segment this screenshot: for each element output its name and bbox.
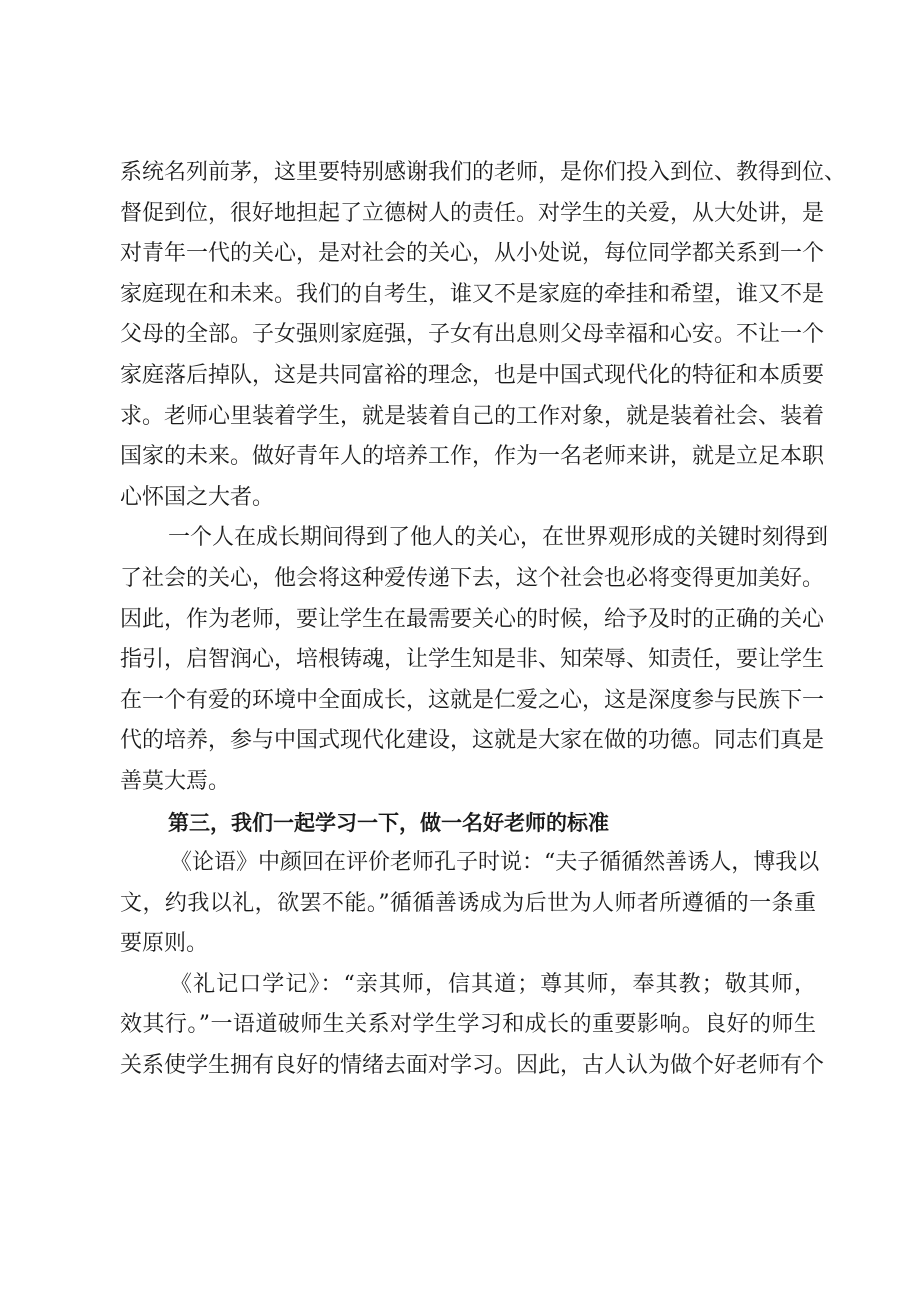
text-line: 因此，作为老师，要让学生在最需要关心的时候，给予及时的正确的关心	[120, 606, 825, 632]
text-line: 国家的未来。做好青年人的培养工作，作为一名老师来讲，就是立足本职	[120, 444, 825, 470]
text-line: 一个人在成长期间得到了他人的关心，在世界观形成的关键时刻得到	[168, 525, 829, 551]
text-line: 父母的全部。子女强则家庭强，子女有出息则父母幸福和心安。不让一个	[120, 322, 825, 348]
text-line: 《论语》中颜回在评价老师孔子时说：“夫子循循然善诱人，博我以	[170, 850, 820, 876]
text-line: 督促到位，很好地担起了立德树人的责任。对学生的关爱，从大处讲，是	[120, 200, 825, 226]
text-line: 心怀国之大者。	[120, 484, 275, 510]
document-body	[120, 153, 847, 1087]
text-line: 效其行。”一语道破师生关系对学生学习和成长的重要影响。良好的师生	[120, 1012, 816, 1038]
paragraph-2	[120, 518, 829, 802]
paragraph-3	[120, 843, 820, 965]
text-line: 对青年一代的关心，是对社会的关心，从小处说，每位同学都关系到一个	[120, 241, 825, 267]
paragraph-1	[120, 153, 847, 518]
text-line: 家庭落后掉队，这是共同富裕的理念，也是中国式现代化的特征和本质要	[120, 362, 825, 388]
text-line: 指引，启智润心，培根铸魂，让学生知是非、知荣辱、知责任，要让学生	[120, 647, 825, 673]
text-line: 要原则。	[120, 931, 209, 957]
heading-text: 第三，我们一起学习一下，做一名好老师的标准	[168, 810, 609, 835]
text-line: 关系使学生拥有良好的情绪去面对学习。因此，古人认为做个好老师有个	[120, 1053, 825, 1079]
text-line: 了社会的关心，他会将这种爱传递下去，这个社会也必将变得更加美好。	[120, 565, 825, 591]
text-line: 《礼记口学记》：“亲其师，信其道；尊其师，奉其教；敬其师，	[170, 971, 816, 997]
text-line: 求。老师心里装着学生，就是装着自己的工作对象，就是装着社会、装着	[120, 403, 825, 429]
text-line: 在一个有爱的环境中全面成长，这就是仁爱之心，这是深度参与民族下一	[120, 687, 825, 713]
section-heading	[120, 803, 816, 844]
text-line: 文，约我以礼，欲罢不能。”循循善诱成为后世为人师者所遵循的一条重	[120, 890, 816, 916]
paragraph-4	[120, 965, 825, 1087]
text-line: 系统名列前茅，这里要特别感谢我们的老师，是你们投入到位、教得到位、	[120, 160, 847, 185]
text-line: 家庭现在和未来。我们的自考生，谁又不是家庭的牵挂和希望，谁又不是	[120, 281, 825, 307]
text-line: 善莫大焉。	[120, 768, 231, 794]
text-line: 代的培养，参与中国式现代化建设，这就是大家在做的功德。同志们真是	[120, 728, 825, 754]
